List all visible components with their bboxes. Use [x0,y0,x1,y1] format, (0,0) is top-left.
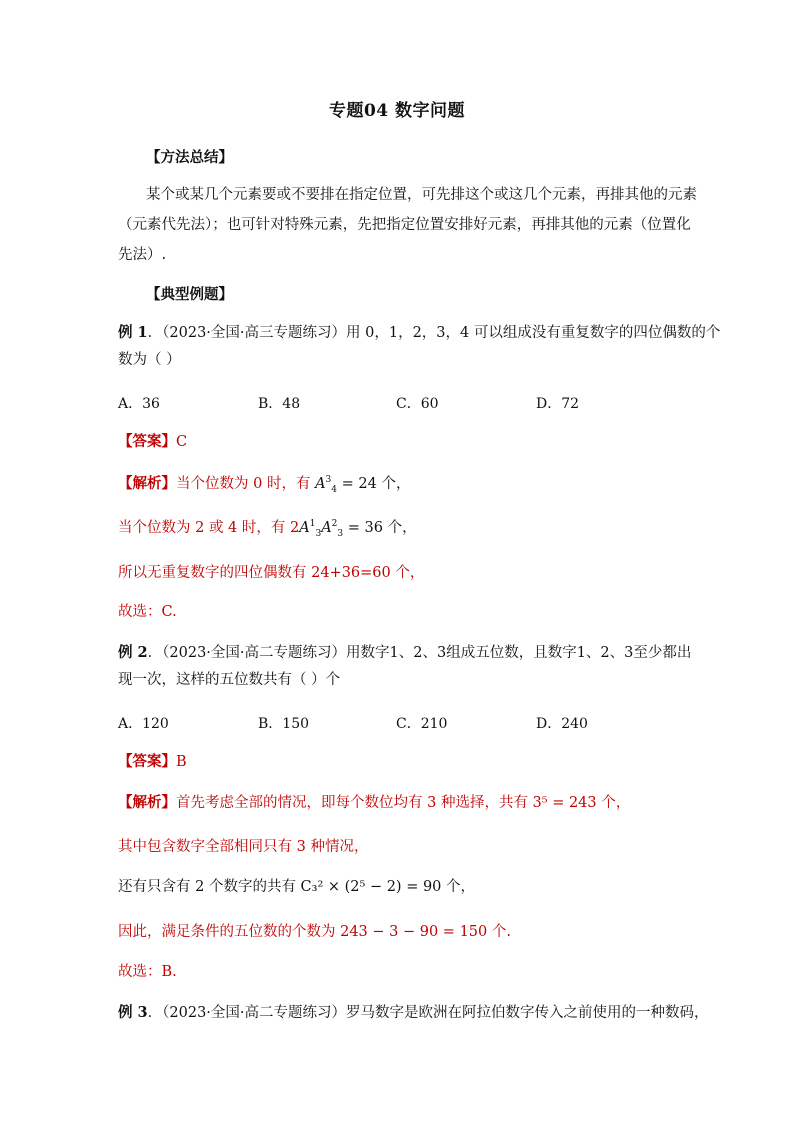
example-3-question-text: 罗马数字是欧洲在阿拉伯数字传入之前使用的一种数码， [346,1005,709,1021]
analysis-text: 当个位数为 0 时，有 [176,476,316,492]
permutation-result: = 24 个， [337,476,411,492]
example-1-analysis-line-2 [118,518,417,538]
analysis-text: 当个位数为 2 或 4 时，有 2 [118,520,300,536]
example-1-question-line-2: 数为（ ） [118,352,181,368]
method-paragraph-line-2: （元素代先法）；也可针对特殊元素，先把指定位置安排好元素，再排其他的元素（位置化 [118,217,691,233]
example-1-label: 例 1 [118,324,148,341]
permutation-result: = 36 个， [343,520,417,536]
example-1-analysis-line-1 [118,474,410,494]
example-2-analysis-line-5: 故选：B. [118,964,177,980]
example-2-analysis-line-3: 还有只含有 2 个数字的共有 C₃² × (2⁵ − 2) = 90 个， [118,879,476,895]
examples-heading: 【典型例题】 [146,286,233,303]
answer-value: B [176,754,187,770]
method-heading: 【方法总结】 [146,149,233,166]
example-1-question-line-1 [118,323,720,343]
permutation-symbol: A [315,476,326,492]
example-2-question-text: 用数字1、2、3组成五位数，且数字1、2、3至少都出 [346,645,692,661]
permutation-symbol: A [321,520,332,536]
example-2-question-line-1 [118,643,691,663]
example-2-source: ．（2023·全国·高二专题练习） [147,645,347,661]
example-1-source: ．（2023·全国·高三专题练习） [147,325,347,341]
permutation-sup: 2 [331,519,338,530]
example-1-analysis-line-4: 故选：C. [118,604,177,620]
answer-value: C [176,434,188,450]
example-2-analysis-line-2: 其中包含数字全部相同只有 3 种情况， [118,839,369,855]
answer-tag: 【答案】 [118,753,176,770]
example-2-label: 例 2 [118,644,148,661]
permutation-sub: 3 [315,528,322,539]
example-2-option-a: A．120 [118,716,169,732]
example-3-question-line-1 [118,1003,709,1023]
permutation-sub: 4 [331,484,338,495]
permutation-expression [299,519,417,539]
analysis-tag: 【解析】 [118,475,176,492]
example-2-analysis-line-4: 因此，满足条件的五位数的个数为 243 − 3 − 90 = 150 个. [118,924,511,940]
answer-tag: 【答案】 [118,433,176,450]
analysis-text: 首先考虑全部的情况，即每个数位均有 3 种选择，共有 3⁵ = 243 个， [176,795,631,811]
example-1-question-text: 用 0，1，2，3，4 可以组成没有重复数字的四位偶数的个 [346,325,721,341]
example-1-option-b: B．48 [258,396,301,412]
permutation-sup: 3 [325,475,332,486]
permutation-sub: 3 [337,528,344,539]
page-title: 专题04 数字问题 [328,101,466,121]
permutation-symbol: A [299,520,310,536]
example-2-option-d: D．240 [536,716,588,732]
example-1-analysis-line-3: 所以无重复数字的四位偶数有 24+36=60 个， [118,565,425,581]
example-1-option-a: A．36 [118,396,160,412]
example-2-question-line-2: 现一次，这样的五位数共有（ ）个 [118,672,341,688]
example-2-answer [118,752,187,772]
example-2-option-c: C．210 [396,716,448,732]
example-1-option-c: C．60 [396,396,439,412]
permutation-sup: 1 [309,519,316,530]
example-3-label: 例 3 [118,1004,148,1021]
example-2-option-b: B．150 [258,716,310,732]
method-paragraph-line-3: 先法）. [118,247,167,263]
analysis-tag: 【解析】 [118,794,176,811]
example-1-answer [118,432,187,452]
example-3-source: ．（2023·全国·高二专题练习） [147,1005,347,1021]
permutation-expression [315,475,411,495]
example-1-option-d: D．72 [536,396,580,412]
example-2-analysis-line-1 [118,793,630,813]
method-paragraph-line-1: 某个或某几个元素要或不要排在指定位置，可先排这个或这几个元素，再排其他的元素 [146,187,697,203]
